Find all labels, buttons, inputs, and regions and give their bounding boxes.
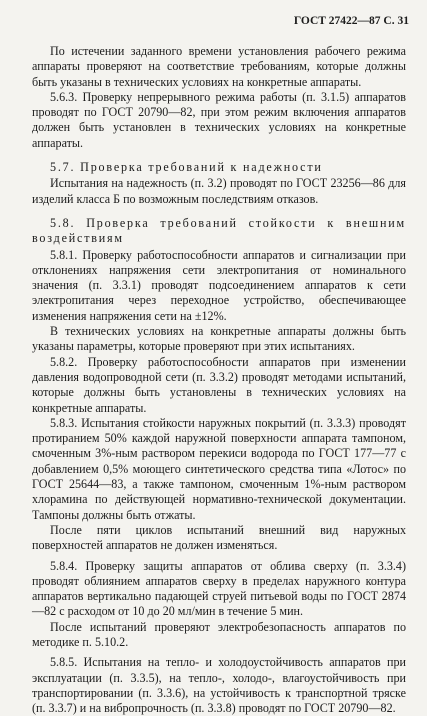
section-heading: 5.7. Проверка требований к надежности bbox=[50, 160, 323, 175]
paragraph: После пяти циклов испытаний внешний вид наружных поверхностей аппаратов не должен изменяться. bbox=[32, 522, 406, 553]
paragraph: Испытания на надежность (п. 3.2) проводят по ГОСТ 23256—86 для изделий класса Б по возможным последствиям отказов. bbox=[32, 176, 406, 206]
paragraph: 5.8.3. Испытания стойкости наружных покрытий (п. 3.3.3) проводят протиранием 50% каждой наружной поверхности аппарата тампоном, смоченным 3%-ным раствором перекиси водорода по ГОСТ 177—77 с добавлением 0,5% моющего синтетического средства типа «Лотос» по ГОСТ 25644—83, а также тампоном, смоченным 1%-ным раствором хлорамина по действующей нормативно-технической документации. Тампоны должны быть отжаты. bbox=[32, 415, 406, 522]
document-body bbox=[32, 44, 406, 716]
paragraph: 5.6.3. Проверку непрерывного режима работы (п. 3.1.5) аппаратов проводят по ГОСТ 20790—82, при этом режим включения аппаратов должен быть установлен в технических условиях на конкретные аппараты. bbox=[32, 89, 406, 150]
paragraph: По истечении заданного времени установления рабочего режима аппараты проверяют на соответствие требованиям, которые должны быть указаны в технических условиях на конкретные аппараты. bbox=[32, 44, 406, 89]
paragraph: 5.8.5. Испытания на тепло- и холодоустойчивость аппаратов при эксплуатации (п. 3.3.5), на тепло-, холодо-, влагоустойчивость при транспортировании (п. 3.3.6), на устойчивость к транспортной тряске (п. 3.3.7) и на вибропрочность (п. 3.3.8) проводят по ГОСТ 20790—82. bbox=[32, 655, 406, 716]
paragraph: 5.8.2. Проверку работоспособности аппаратов при изменении давления водопроводной сети (п. 3.3.2) проводят методами испытаний, которые должны быть установлены в технических условиях на конкретные аппараты. bbox=[32, 354, 406, 415]
section-heading: 5.8. Проверка требований стойкости к внешним воздействиям bbox=[32, 215, 406, 246]
page-header: ГОСТ 27422—87 С. 31 bbox=[293, 15, 409, 27]
paragraph: В технических условиях на конкретные аппараты должны быть указаны параметры, которые проверяют при этих испытаниях. bbox=[32, 324, 406, 354]
paragraph: 5.8.1. Проверку работоспособности аппаратов и сигнализации при отклонениях напряжения сети электропитания от номинального значения (п. 3.3.1) проводят подсоединением аппаратов к сети электропитания через переходное устройство, обеспечивающее изменения напряжения сети на ±12%. bbox=[32, 247, 406, 323]
paragraph: После испытаний проверяют электробезопасность аппаратов по методике п. 5.10.2. bbox=[32, 619, 406, 649]
paragraph: 5.8.4. Проверку защиты аппаратов от облива сверху (п. 3.3.4) проводят облиянием аппаратов сверху в пределах наружного контура аппаратов вертикально падающей струей питьевой воды по ГОСТ 2874—82 с расходом от 10 до 20 мл/мин в течение 5 мин. bbox=[32, 558, 406, 619]
